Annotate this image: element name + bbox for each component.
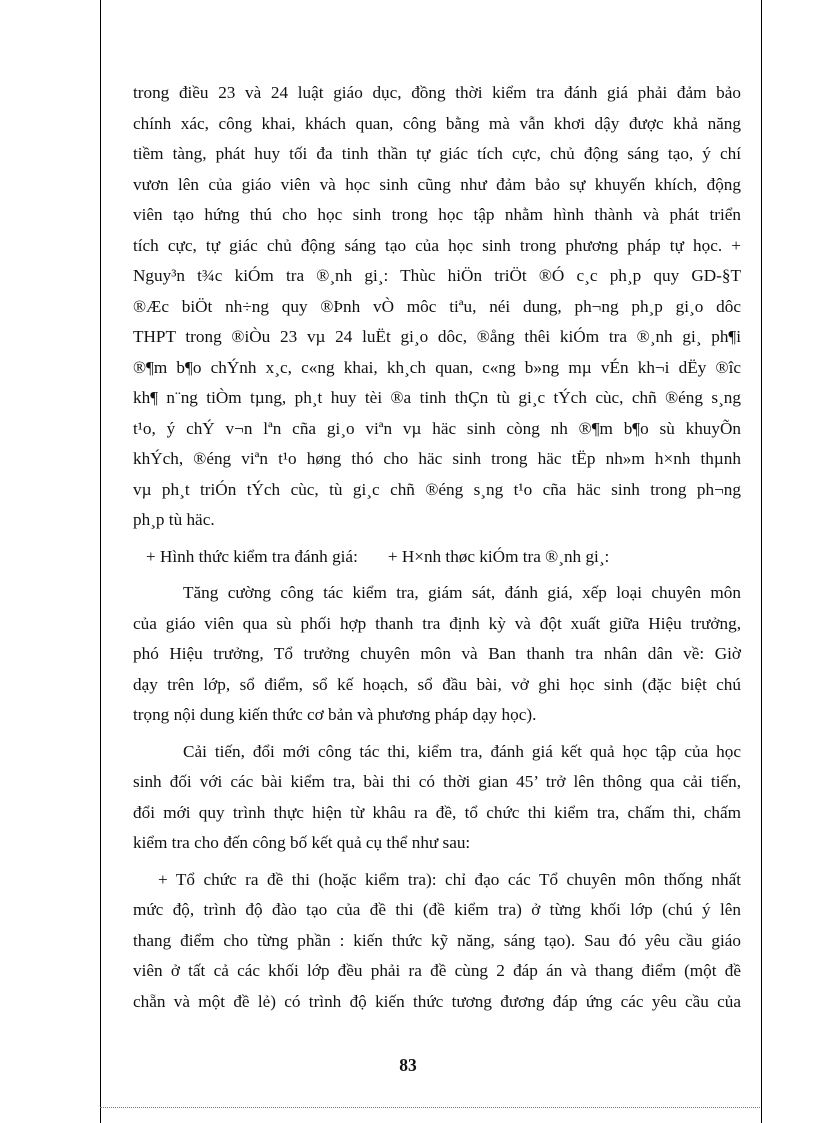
text-line: tích cực, tự giác chủ động sáng tạo của học sinh trong phương pháp tự học. + — [133, 235, 741, 255]
text-line: ®¶m b¶o chÝnh x¸c, c«ng khai, kh¸ch quan, c«ng b»ng mµ vÉn kh¬i dËy ®îc — [133, 357, 741, 377]
paragraph-exam-reform — [133, 737, 741, 859]
paragraph-strengthen-inspection — [133, 578, 741, 731]
text-line: viên tạo hứng thú cho học sinh trong học tập nhằm hình thành và phát triển — [133, 205, 741, 224]
text-line: kh¶ n¨ng tiÒm tµng, ph¸t huy tèi ®a tinh thÇn tù gi¸c tÝch cùc, chñ ®éng s¸ng — [133, 388, 741, 407]
text-line: viên ở tất cả các khối lớp đều phải ra đề cùng 2 đáp án và thang điểm (một đề — [133, 961, 741, 980]
heading-assessment-forms-garbled: + H×nh thøc kiÓm tra ®¸nh gi¸: — [387, 546, 610, 566]
text-line: dạy trên lớp, sổ điểm, sổ kế hoạch, sổ đầu bài, vở ghi học sinh (đặc biệt chú — [133, 674, 741, 694]
paragraph-assessment-principles — [133, 78, 741, 536]
text-line: t¹o, ý chÝ v¬n lªn cña gi¸o viªn vµ häc sinh còng nh ®¶m b¶o sù khuyÕn — [133, 418, 741, 438]
text-line: thang điểm cho từng phần : kiến thức kỹ năng, sáng tạo). Sau đó yêu cầu giáo — [133, 930, 741, 950]
text-line: Nguy³n t¾c kiÓm tra ®¸nh gi¸: Thùc hiÖn triÖt ®Ó c¸c ph¸p quy GD-§T — [133, 266, 741, 285]
text-line: tiềm tàng, phát huy tối đa tinh thần tự giác tích cực, chủ động sáng tạo, ý chí — [133, 144, 741, 163]
text-line: sinh đối với các bài kiểm tra, bài thi có thời gian 45’ trở lên thông qua cải tiến, — [133, 772, 741, 791]
document-body — [133, 78, 741, 1017]
text-line: THPT trong ®iÒu 23 vµ 24 luËt gi¸o dôc, ®ång thêi kiÓm tra ®¸nh gi¸ ph¶i — [133, 327, 741, 346]
page-number: 83 — [399, 1055, 417, 1075]
text-line: vµ ph¸t triÓn tÝch cùc, tù gi¸c chñ ®éng s¸ng t¹o cña häc sinh trong ph¬ng — [133, 479, 741, 499]
text-line: chính xác, công khai, khách quan, công bằng mà vẫn khơi dậy được khả năng — [133, 113, 741, 133]
text-line: phó Hiệu trưởng, Tổ trưởng chuyên môn và Ban thanh tra nhân dân về: Giờ — [133, 644, 741, 663]
text-line: khÝch, ®éng viªn t¹o høng thó cho häc sinh trong häc tËp nh»m h×nh thµnh — [133, 449, 741, 468]
text-line: ph¸p tù häc. — [133, 510, 215, 529]
text-line: Tăng cường công tác kiểm tra, giám sát, đánh giá, xếp loại chuyên môn — [183, 583, 741, 602]
text-line: kiểm tra cho đến công bố kết quả cụ thể như sau: — [133, 833, 471, 852]
text-line: đổi mới quy trình thực hiện từ khâu ra đề, tổ chức thi kiểm tra, chấm thi, chấm — [133, 802, 741, 822]
text-line: ®Æc biÖt nh÷ng quy ®Þnh vÒ môc tiªu, néi dung, ph¬ng ph¸p gi¸o dôc — [133, 296, 741, 316]
text-line: Cải tiến, đổi mới công tác thi, kiểm tra, đánh giá kết quả học tập của học — [183, 741, 741, 761]
paragraph-exam-setting — [133, 865, 741, 1018]
section-heading — [133, 542, 741, 573]
page-bottom-edge — [100, 1107, 760, 1108]
text-line: + Tổ chức ra đề thi (hoặc kiểm tra): chỉ đạo các Tổ chuyên môn thống nhất — [158, 869, 741, 889]
text-line: của giáo viên qua sù phối hợp thanh tra định kỳ và đột xuất giữa Hiệu trưởng, — [133, 613, 741, 633]
text-line: trọng nội dung kiến thức cơ bản và phương pháp dạy học). — [133, 705, 537, 724]
text-line: vươn lên của giáo viên và học sinh cũng như đảm bảo sự khuyến khích, động — [133, 174, 741, 194]
heading-assessment-forms: + Hình thức kiểm tra đánh giá: — [146, 546, 358, 566]
text-line: trong điều 23 và 24 luật giáo dục, đồng thời kiểm tra đánh giá phải đảm bảo — [133, 83, 741, 102]
text-line: mức độ, trình độ đào tạo của đề thi (đề kiểm tra) ở từng khối lớp (chú ý lên — [133, 900, 741, 919]
text-line: chẵn và một đề lẻ) có trình độ kiến thức tương đương đáp ứng các yêu cầu của — [133, 991, 741, 1011]
